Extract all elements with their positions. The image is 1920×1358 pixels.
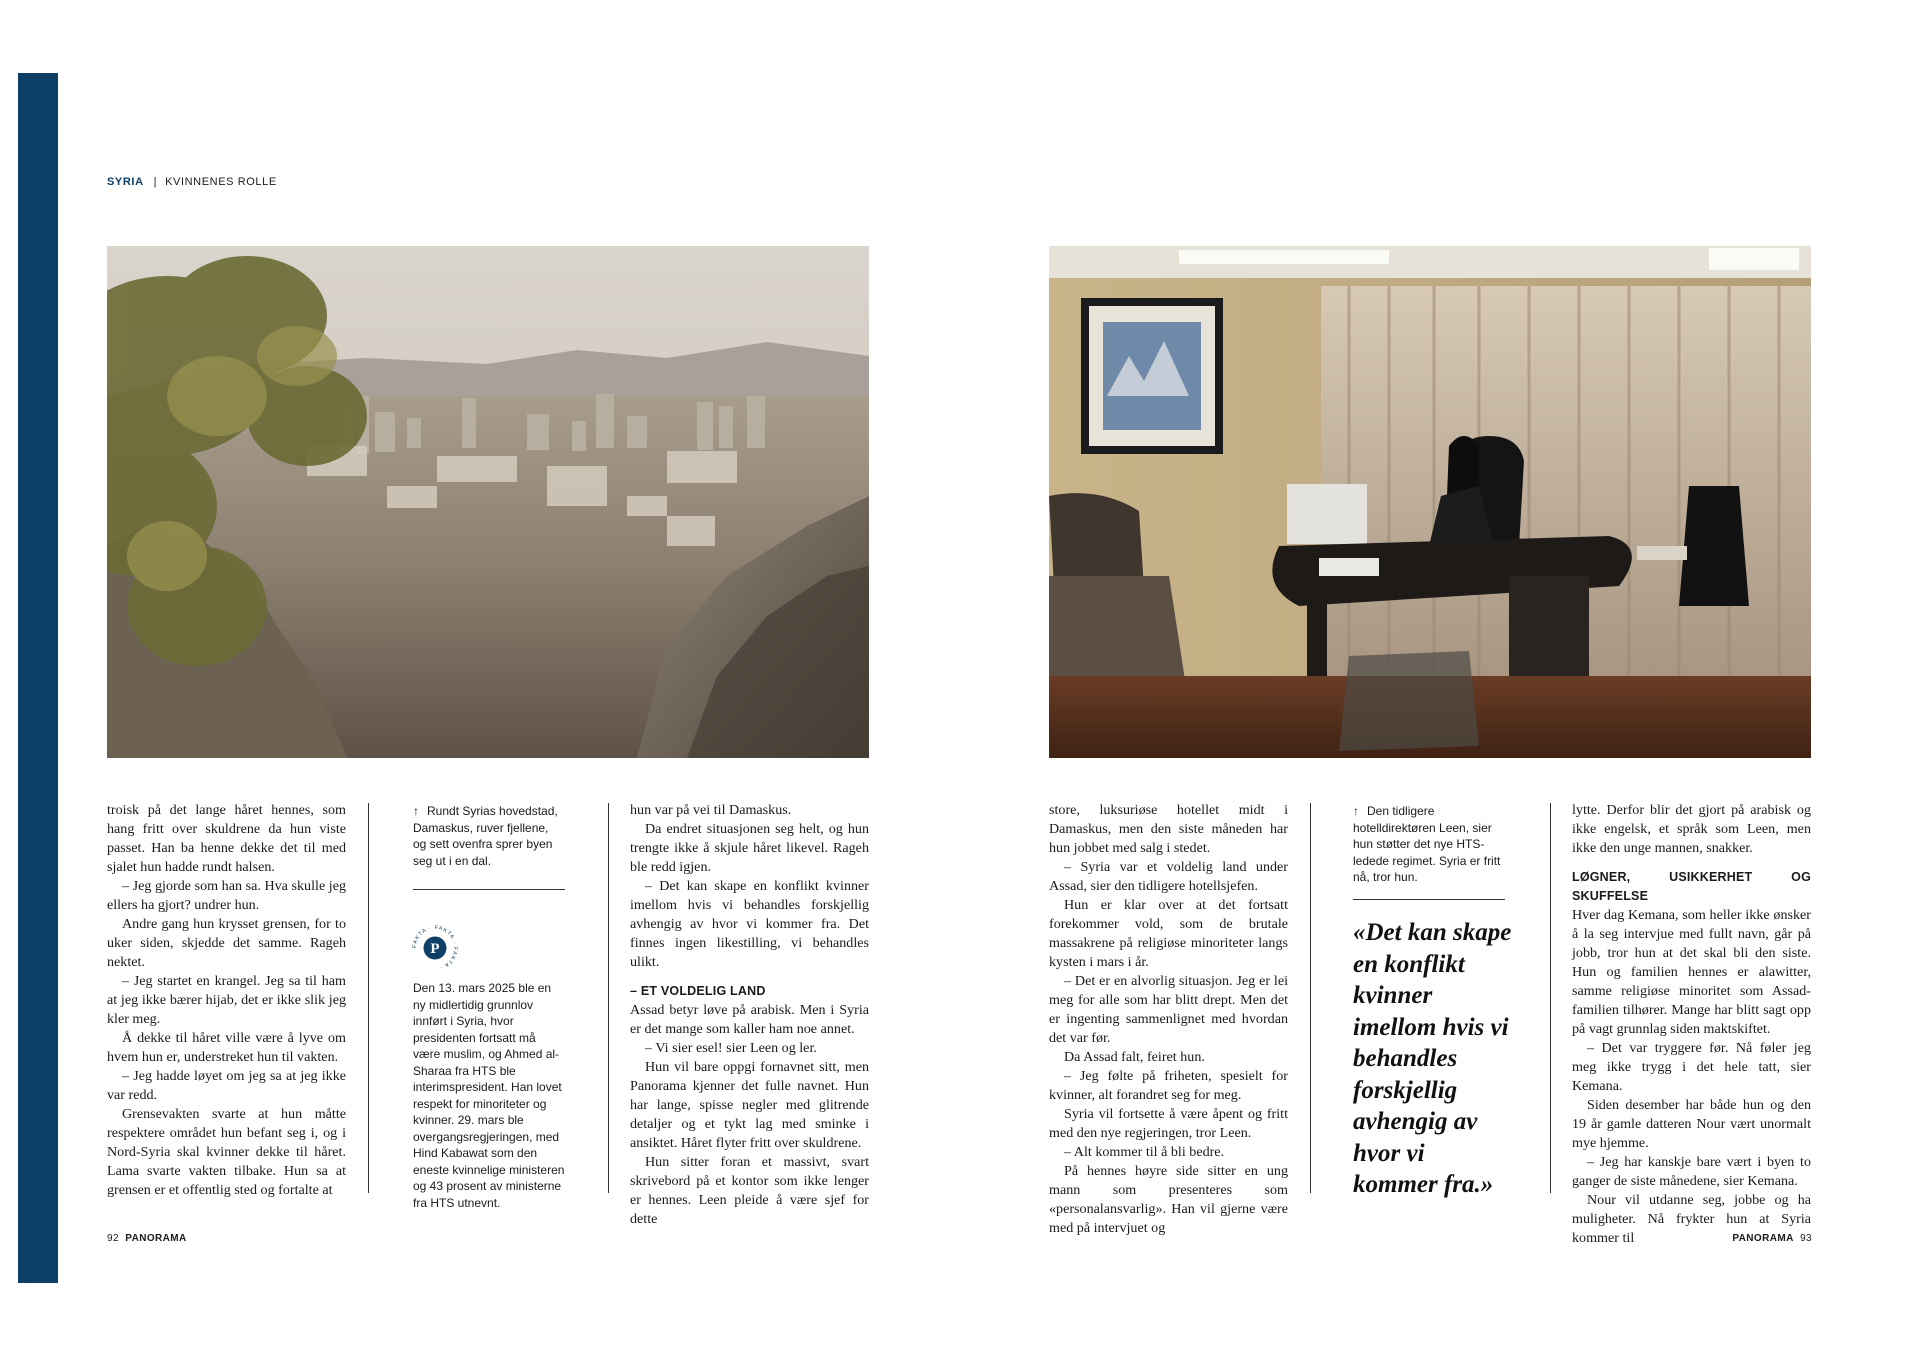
page-number: 93 [1800, 1233, 1812, 1244]
body-paragraph: Grensevakten svarte at hun måtte respektere området hun befant seg i, og i Nord-Syria skal kvinner dekke til håret. Lama svarte vakten tilbake. Hun sa at grensen er et offentlig sted og fortalte at [107, 1106, 346, 1198]
body-paragraph: – Jeg har kanskje bare vært i byen to ganger de siste månedene, sier Kemana. [1572, 1154, 1811, 1189]
subheading: – ET VOLDELIG LAND [630, 984, 766, 998]
body-paragraph: troisk på det lange håret hennes, som hang fritt over skuldrene da hun viste passet. Han ba henne dekke det til med sjalet hun hadde rundt halsen. [107, 802, 346, 875]
right-photo-caption [1353, 803, 1503, 886]
body-paragraph: Hver dag Kemana, som heller ikke ønsker å la seg intervjue med fullt navn, går på jobb, tror hun at det skal bli den siste. Hun og familien hennes er alawitter, samme religiøse minoritet som Assad-familien tilhører. Mange har blitt sagt opp på vagt grunnlag siden maktskiftet. [1572, 907, 1811, 1037]
body-paragraph: – Syria var et voldelig land under Assad, sier den tidligere hotellsjefen. [1049, 859, 1288, 894]
body-paragraph: – Vi sier esel! sier Leen og ler. [645, 1040, 817, 1056]
body-paragraph: – Jeg følte på friheten, spesielt for kvinner, alt forandret seg for meg. [1049, 1068, 1288, 1103]
magazine-name: PANORAMA [125, 1233, 187, 1244]
magazine-name: PANORAMA [1732, 1233, 1794, 1244]
body-paragraph: Hun vil bare oppgi fornavnet sitt, men Panorama kjenner det fulle navnet. Hun har lange, spisse negler med glitrende detaljer og et tykt lag med sminke i ansiktet. Håret flyter fritt over skuldrene. [630, 1059, 869, 1151]
column-divider [1310, 803, 1311, 1193]
left-page-body-column-3 [630, 801, 869, 1229]
up-arrow-icon: ↑ [413, 804, 419, 818]
left-page-body-column-1 [107, 801, 346, 1200]
fact-box-text: Den 13. mars 2025 ble en ny midlertidig grunnlov innført i Syria, hvor presidenten fortsatt må være muslim, og Ahmed al-Sharaa fra HTS ble interimspresident. Han lovet respekt for minoriteter og kvinner. 29. mars ble overgangsregjeringen, med Hind Kabawat som den eneste kvinnelige ministeren og 43 prosent av ministerne fra HTS utnevnt. [413, 981, 565, 1210]
column-divider [368, 803, 369, 1193]
body-paragraph: – Det er en alvorlig situasjon. Jeg er lei meg for alle som har blitt drept. Men det er ingenting sammenlignet med hvordan det var før. [1049, 973, 1288, 1046]
left-folio [107, 1233, 187, 1244]
body-paragraph: lytte. Derfor blir det gjort på arabisk og ikke engelsk, et språk som Leen, men ikke den unge mannen, snakker. [1572, 802, 1811, 856]
caption-divider [1353, 899, 1505, 900]
damascus-cityscape-photo [107, 246, 869, 758]
column-divider [1550, 803, 1551, 1193]
right-folio [1732, 1233, 1812, 1244]
body-paragraph: Assad betyr løve på arabisk. Men i Syria er det mange som kaller ham noe annet. [630, 1002, 869, 1037]
section-label: SYRIA [107, 176, 144, 188]
body-paragraph: Hun er klar over at det fortsatt forekommer vold, som de brutale massakrene på religiøse minoriteter langs kysten i mars i år. [1049, 897, 1288, 970]
body-paragraph: Andre gang hun krysset grensen, for to uker siden, skjedde det samme. Rageh nektet. [107, 916, 346, 970]
body-paragraph: – Jeg hadde løyet om jeg sa at jeg ikke var redd. [107, 1068, 346, 1103]
topic-label: KVINNENES ROLLE [165, 176, 277, 188]
fakta-badge [411, 924, 459, 972]
caption-text: Rundt Syrias hovedstad, Damaskus, ruver fjellene, og sett ovenfra sprer byen seg ut i en dal. [413, 804, 558, 868]
body-paragraph: Da endret situasjonen seg helt, og hun trengte ikke å skjule håret likevel. Rageh ble redd igjen. [630, 821, 869, 875]
body-paragraph: – Det kan skape en konflikt kvinner imellom hvis vi behandles forskjellig avhengig av hvor vi kommer fra. Det finnes ingen likestilling, vi behandles ulikt. [630, 878, 869, 970]
hotel-office-photo [1049, 246, 1811, 758]
accent-sidebar-bar [18, 73, 58, 1283]
body-paragraph: Nour vil utdanne seg, jobbe og ha muligheter. Nå frykter hun at Syria kommer til [1572, 1192, 1811, 1246]
caption-text: Den tidligere hotelldirektøren Leen, sier hun støtter det nye HTS-ledede regimet. Syria er fritt nå, tror hun. [1353, 804, 1501, 884]
up-arrow-icon: ↑ [1353, 804, 1359, 818]
page-number: 92 [107, 1233, 119, 1244]
body-paragraph: – Alt kommer til å bli bedre. [1064, 1144, 1225, 1160]
body-paragraph: Hun sitter foran et massivt, svart skrivebord på et kontor som ikke lenger er hennes. Leen pleide å være sjef for dette [630, 1154, 869, 1227]
kicker-separator: | [153, 176, 158, 188]
body-paragraph: – Jeg startet en krangel. Jeg sa til ham at jeg ikke bærer hijab, det er ikke slik jeg kler meg. [107, 973, 346, 1027]
left-photo-caption [413, 803, 563, 869]
badge-letter: P [430, 941, 440, 957]
caption-divider [413, 889, 565, 890]
subheading: LØGNER, USIKKERHET OG SKUFFELSE [1572, 870, 1811, 903]
body-paragraph: store, luksuriøse hotellet midt i Damaskus, men den siste måneden har hun jobbet med salg i stedet. [1049, 802, 1288, 856]
body-paragraph: Da Assad falt, feiret hun. [1064, 1049, 1205, 1065]
body-paragraph: Å dekke til håret ville være å lyve om hvem hun er, understreket hun til vakten. [107, 1030, 346, 1065]
section-kicker [107, 176, 277, 188]
right-page-body-column-3 [1572, 801, 1811, 1248]
right-page-body-column-1 [1049, 801, 1288, 1238]
body-paragraph: På hennes høyre side sitter en ung mann som presenteres som «personalansvarlig». Han vil gjerne være med på intervjuet og [1049, 1163, 1288, 1236]
body-paragraph: – Jeg gjorde som han sa. Hva skulle jeg ellers ha gjort? undrer hun. [107, 878, 346, 913]
body-paragraph: – Det var tryggere før. Nå føler jeg meg ikke trygg i det hele tatt, sier Kemana. [1572, 1040, 1811, 1094]
body-paragraph: Siden desember har både hun og den 19 år gamle datteren Nour vært unormalt mye hjemme. [1572, 1097, 1811, 1151]
column-divider [608, 803, 609, 1193]
badge-ring-text: FAKTA · FAKTA · FAKTA · [411, 924, 459, 971]
pull-quote: «Det kan skape en konflikt kvinner imellom hvis vi behandles forskjellig avhengig av hvor vi kommer fra.» [1353, 919, 1512, 1198]
body-paragraph: hun var på vei til Damaskus. [630, 802, 792, 818]
body-paragraph: Syria vil fortsette å være åpent og fritt med den nye regjeringen, tror Leen. [1049, 1106, 1288, 1141]
